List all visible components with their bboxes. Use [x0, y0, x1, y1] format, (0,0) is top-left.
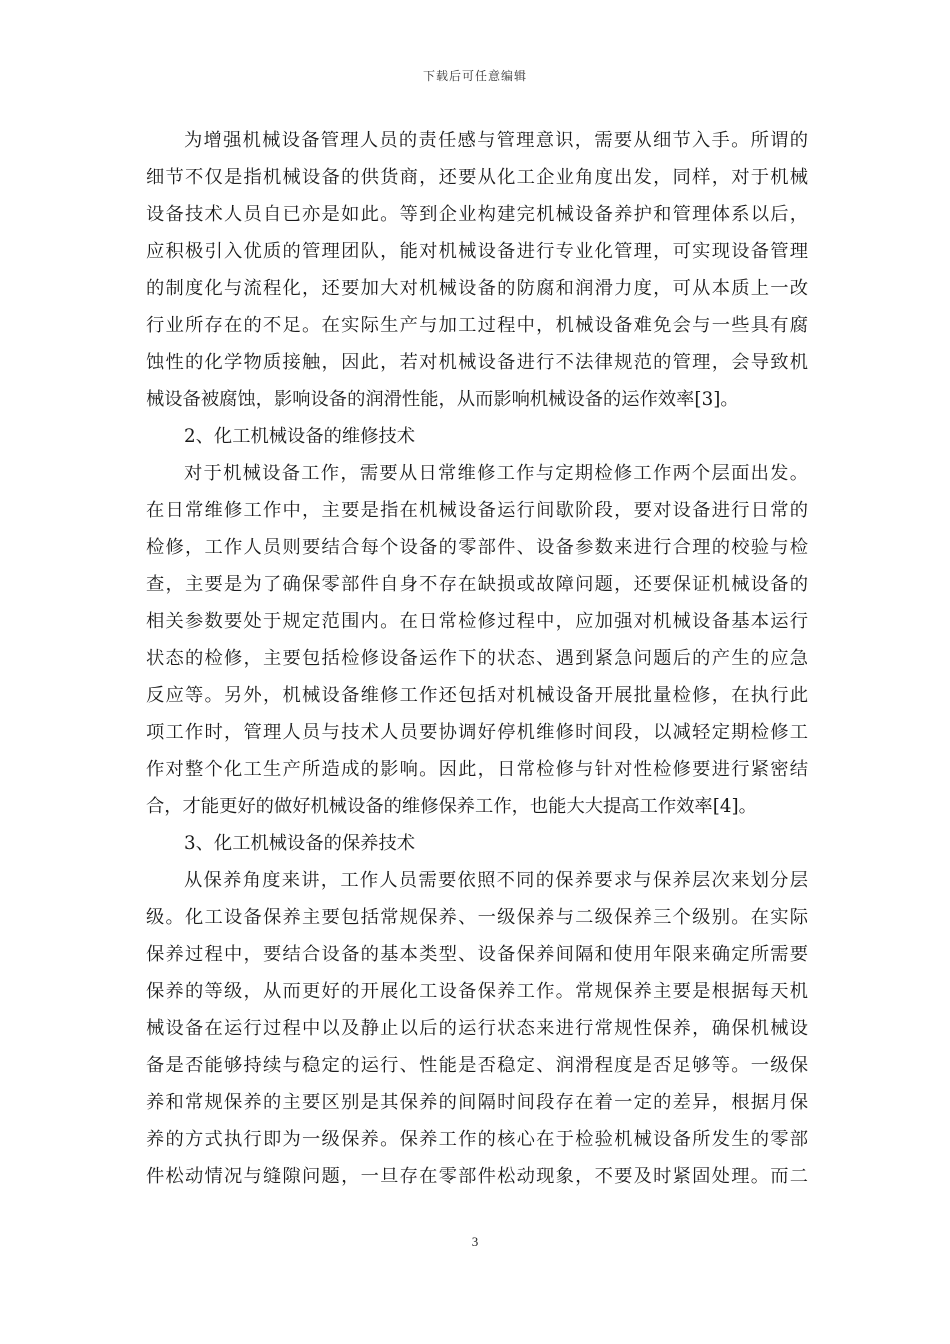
- paragraph-line: 械设备被腐蚀，影响设备的润滑性能，从而影响机械设备的运作效率[3]。: [146, 389, 739, 410]
- paragraph-line: 对于机械设备工作，需要从日常维修工作与定期检修工作两个层面出发。: [184, 463, 808, 484]
- paragraph-line: 设备技术人员自已亦是如此。等到企业构建完机械设备养护和管理体系以后，: [146, 204, 808, 225]
- paragraph-line: 蚀性的化学物质接触，因此，若对机械设备进行不法律规范的管理，会导致机: [146, 352, 808, 373]
- paragraph-line: 养和常规保养的主要区别是其保养的间隔时间段存在着一定的差异，根据月保: [146, 1092, 808, 1113]
- paragraph-line: 应积极引入优质的管理团队，能对机械设备进行专业化管理，可实现设备管理: [146, 241, 808, 262]
- section-heading: 3、化工机械设备的保养技术: [184, 833, 416, 854]
- paragraph-line: 细节不仅是指机械设备的供货商，还要从化工企业角度出发，同样，对于机械: [146, 167, 808, 188]
- paragraph-line: 养的方式执行即为一级保养。保养工作的核心在于检验机械设备所发生的零部: [146, 1129, 808, 1150]
- paragraph-line: 作对整个化工生产所造成的影响。因此，日常检修与针对性检修要进行紧密结: [146, 759, 808, 780]
- paragraph-line: 保养的等级，从而更好的开展化工设备保养工作。常规保养主要是根据每天机: [146, 981, 808, 1002]
- paragraph-line: 检修，工作人员则要结合每个设备的零部件、设备参数来进行合理的校验与检: [146, 537, 808, 558]
- paragraph-line: 备是否能够持续与稳定的运行、性能是否稳定、润滑程度是否足够等。一级保: [146, 1055, 808, 1076]
- page-number: 3: [471, 1234, 479, 1249]
- paragraph-line: 的制度化与流程化，还要加大对机械设备的防腐和润滑力度，可从本质上一改: [146, 278, 808, 299]
- paragraph-line: 级。化工设备保养主要包括常规保养、一级保养与二级保养三个级别。在实际: [146, 907, 808, 928]
- paragraph-line: 合，才能更好的做好机械设备的维修保养工作，也能大大提高工作效率[4]。: [146, 796, 757, 817]
- paragraph-line: 从保养角度来讲，工作人员需要依照不同的保养要求与保养层次来划分层: [184, 870, 808, 891]
- body-text: [146, 122, 808, 1195]
- paragraph-line: 行业所存在的不足。在实际生产与加工过程中，机械设备难免会与一些具有腐: [146, 315, 808, 336]
- paragraph-line: 械设备在运行过程中以及静止以后的运行状态来进行常规性保养，确保机械设: [146, 1018, 808, 1039]
- paragraph-line: 项工作时，管理人员与技术人员要协调好停机维修时间段，以减轻定期检修工: [146, 722, 808, 743]
- paragraph-line: 反应等。另外，机械设备维修工作还包括对机械设备开展批量检修，在执行此: [146, 685, 808, 706]
- paragraph-line: 状态的检修，主要包括检修设备运作下的状态、遇到紧急问题后的产生的应急: [146, 648, 808, 669]
- paragraph-line: 查，主要是为了确保零部件自身不存在缺损或故障问题，还要保证机械设备的: [146, 574, 808, 595]
- paragraph-line: 在日常维修工作中，主要是指在机械设备运行间歇阶段，要对设备进行日常的: [146, 500, 808, 521]
- paragraph-line: 件松动情况与缝隙问题，一旦存在零部件松动现象，不要及时紧固处理。而二: [146, 1166, 808, 1187]
- section-heading: 2、化工机械设备的维修技术: [184, 426, 416, 447]
- paragraph-line: 为增强机械设备管理人员的责任感与管理意识，需要从细节入手。所谓的: [184, 130, 808, 151]
- paragraph-line: 保养过程中，要结合设备的基本类型、设备保养间隔和使用年限来确定所需要: [146, 944, 808, 965]
- page-header: 下载后可任意编辑: [422, 69, 527, 83]
- paragraph-line: 相关参数要处于规定范围内。在日常检修过程中，应加强对机械设备基本运行: [146, 611, 808, 632]
